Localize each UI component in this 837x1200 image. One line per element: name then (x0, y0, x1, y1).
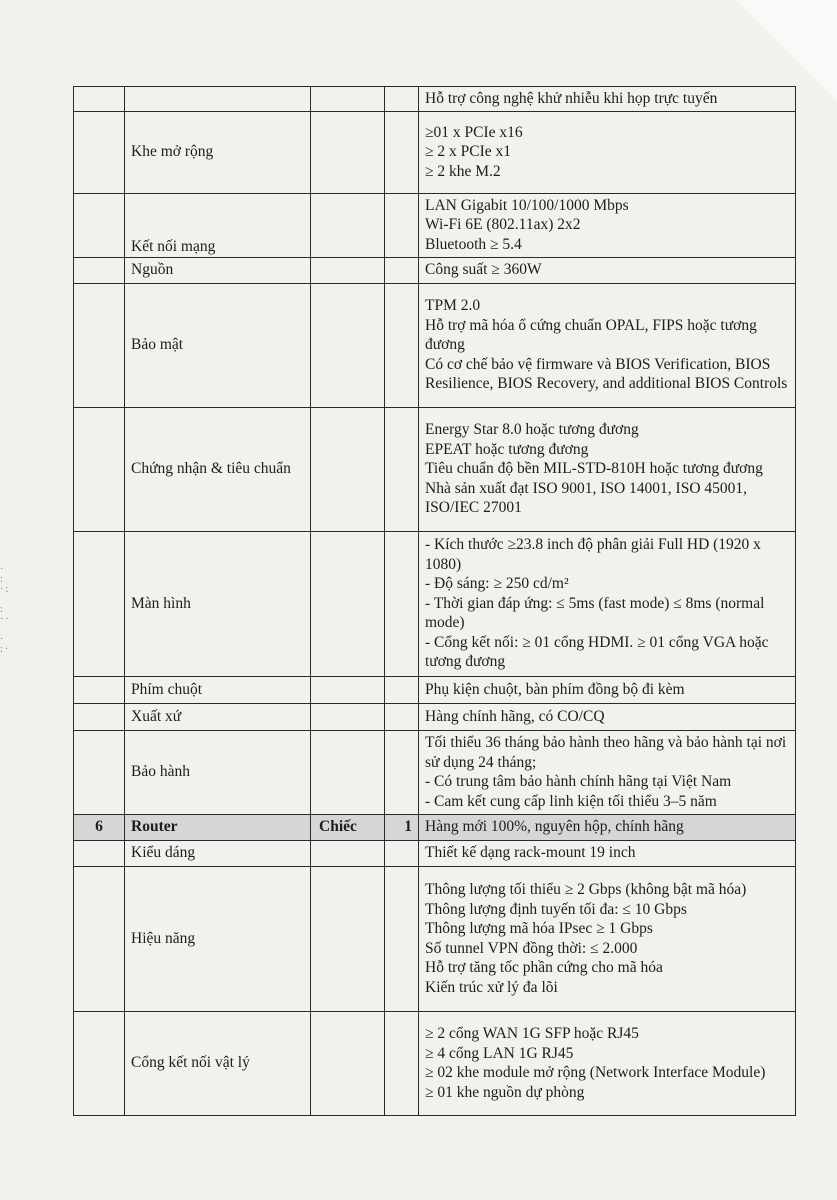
table-row (74, 531, 796, 676)
table-row (74, 676, 796, 703)
unit-cell (311, 840, 385, 866)
unit-cell (311, 111, 385, 193)
quantity-cell (385, 407, 419, 531)
criteria-cell (125, 87, 311, 112)
criteria-cell: Màn hình (125, 531, 311, 676)
quantity-cell (385, 87, 419, 112)
table-row (74, 193, 796, 257)
criteria-cell: Xuất xứ (125, 703, 311, 730)
row-number-cell (74, 407, 125, 531)
quantity-cell (385, 730, 419, 814)
unit-cell (311, 257, 385, 283)
criteria-cell: Cổng kết nối vật lý (125, 1011, 311, 1115)
quantity-cell (385, 111, 419, 193)
specification-cell: Hàng mới 100%, nguyên hộp, chính hãng (419, 814, 796, 840)
quantity-cell (385, 193, 419, 257)
row-number-cell (74, 703, 125, 730)
row-number-cell (74, 283, 125, 407)
specification-table (73, 86, 796, 1116)
table-row (74, 257, 796, 283)
unit-cell (311, 407, 385, 531)
table-row (74, 87, 796, 112)
row-number-cell (74, 866, 125, 1011)
table-row (74, 840, 796, 866)
specification-cell: Thông lượng tối thiểu ≥ 2 Gbps (không bật mã hóa) Thông lượng định tuyến tối đa: ≤ 10 Gbps Thông lượng mã hóa IPsec ≥ 1 Gbps Số tunnel VPN đồng thời: ≤ 2.000 Hỗ trợ tăng tốc phần cứng cho mã hóa Kiến trúc xử lý đa lõi (419, 866, 796, 1011)
table-row (74, 1011, 796, 1115)
table-row (74, 111, 796, 193)
criteria-cell: Chứng nhận & tiêu chuẩn (125, 407, 311, 531)
specification-table-body (74, 87, 796, 1116)
row-number-cell (74, 87, 125, 112)
specification-cell: TPM 2.0 Hỗ trợ mã hóa ổ cứng chuẩn OPAL, FIPS hoặc tương đương Có cơ chế bảo vệ firmware và BIOS Verification, BIOS Resilience, BIOS Recovery, and additional BIOS Controls (419, 283, 796, 407)
specification-cell: LAN Gigabit 10/100/1000 Mbps Wi-Fi 6E (802.11ax) 2x2 Bluetooth ≥ 5.4 (419, 193, 796, 257)
specification-cell: Tối thiểu 36 tháng bảo hành theo hãng và bảo hành tại nơi sử dụng 24 tháng; - Có trung tâm bảo hành chính hãng tại Việt Nam - Cam kết cung cấp linh kiện tối thiểu 3–5 năm (419, 730, 796, 814)
page-corner-fold (727, 0, 837, 100)
specification-cell: ≥ 2 cổng WAN 1G SFP hoặc RJ45 ≥ 4 cổng LAN 1G RJ45 ≥ 02 khe module mở rộng (Network Interface Module) ≥ 01 khe nguồn dự phòng (419, 1011, 796, 1115)
criteria-cell: Kết nối mạng (125, 193, 311, 257)
unit-cell: Chiếc (311, 814, 385, 840)
quantity-cell (385, 676, 419, 703)
specification-cell: Công suất ≥ 360W (419, 257, 796, 283)
specification-cell: - Kích thước ≥23.8 inch độ phân giải Full HD (1920 x 1080) - Độ sáng: ≥ 250 cd/m² - Thời gian đáp ứng: ≤ 5ms (fast mode) ≤ 8ms (normal mode) - Cổng kết nối: ≥ 01 cổng HDMI. ≥ 01 cổng VGA hoặc tương đương (419, 531, 796, 676)
quantity-cell (385, 703, 419, 730)
row-number-cell (74, 1011, 125, 1115)
unit-cell (311, 193, 385, 257)
quantity-cell (385, 866, 419, 1011)
quantity-cell (385, 531, 419, 676)
specification-cell: Hỗ trợ công nghệ khử nhiễu khi họp trực tuyến (419, 87, 796, 112)
row-number-cell (74, 111, 125, 193)
row-number-cell (74, 257, 125, 283)
unit-cell (311, 703, 385, 730)
specification-cell: Phụ kiện chuột, bàn phím đồng bộ đi kèm (419, 676, 796, 703)
criteria-cell: Khe mở rộng (125, 111, 311, 193)
criteria-cell: Kiểu dáng (125, 840, 311, 866)
specification-cell: Energy Star 8.0 hoặc tương đương EPEAT hoặc tương đương Tiêu chuẩn độ bền MIL-STD-810H hoặc tương đương Nhà sản xuất đạt ISO 9001, ISO 14001, ISO 45001, ISO/IEC 27001 (419, 407, 796, 531)
unit-cell (311, 676, 385, 703)
group-header-row (74, 814, 796, 840)
unit-cell (311, 730, 385, 814)
margin-scan-marks: · : ·: : ·· · :· (0, 564, 11, 655)
quantity-cell (385, 840, 419, 866)
criteria-cell: Bảo hành (125, 730, 311, 814)
table-row (74, 283, 796, 407)
row-number-cell (74, 193, 125, 257)
criteria-cell: Router (125, 814, 311, 840)
unit-cell (311, 866, 385, 1011)
row-number-cell (74, 676, 125, 703)
table-row (74, 703, 796, 730)
unit-cell (311, 1011, 385, 1115)
row-number-cell: 6 (74, 814, 125, 840)
quantity-cell (385, 283, 419, 407)
table-row (74, 866, 796, 1011)
specification-cell: ≥01 x PCIe x16 ≥ 2 x PCIe x1 ≥ 2 khe M.2 (419, 111, 796, 193)
specification-cell: Thiết kế dạng rack-mount 19 inch (419, 840, 796, 866)
row-number-cell (74, 730, 125, 814)
specification-cell: Hàng chính hãng, có CO/CQ (419, 703, 796, 730)
unit-cell (311, 531, 385, 676)
unit-cell (311, 283, 385, 407)
row-number-cell (74, 840, 125, 866)
table-row (74, 407, 796, 531)
quantity-cell: 1 (385, 814, 419, 840)
criteria-cell: Hiệu năng (125, 866, 311, 1011)
row-number-cell (74, 531, 125, 676)
table-row (74, 730, 796, 814)
criteria-cell: Phím chuột (125, 676, 311, 703)
quantity-cell (385, 1011, 419, 1115)
unit-cell (311, 87, 385, 112)
criteria-cell: Bảo mật (125, 283, 311, 407)
criteria-cell: Nguồn (125, 257, 311, 283)
quantity-cell (385, 257, 419, 283)
